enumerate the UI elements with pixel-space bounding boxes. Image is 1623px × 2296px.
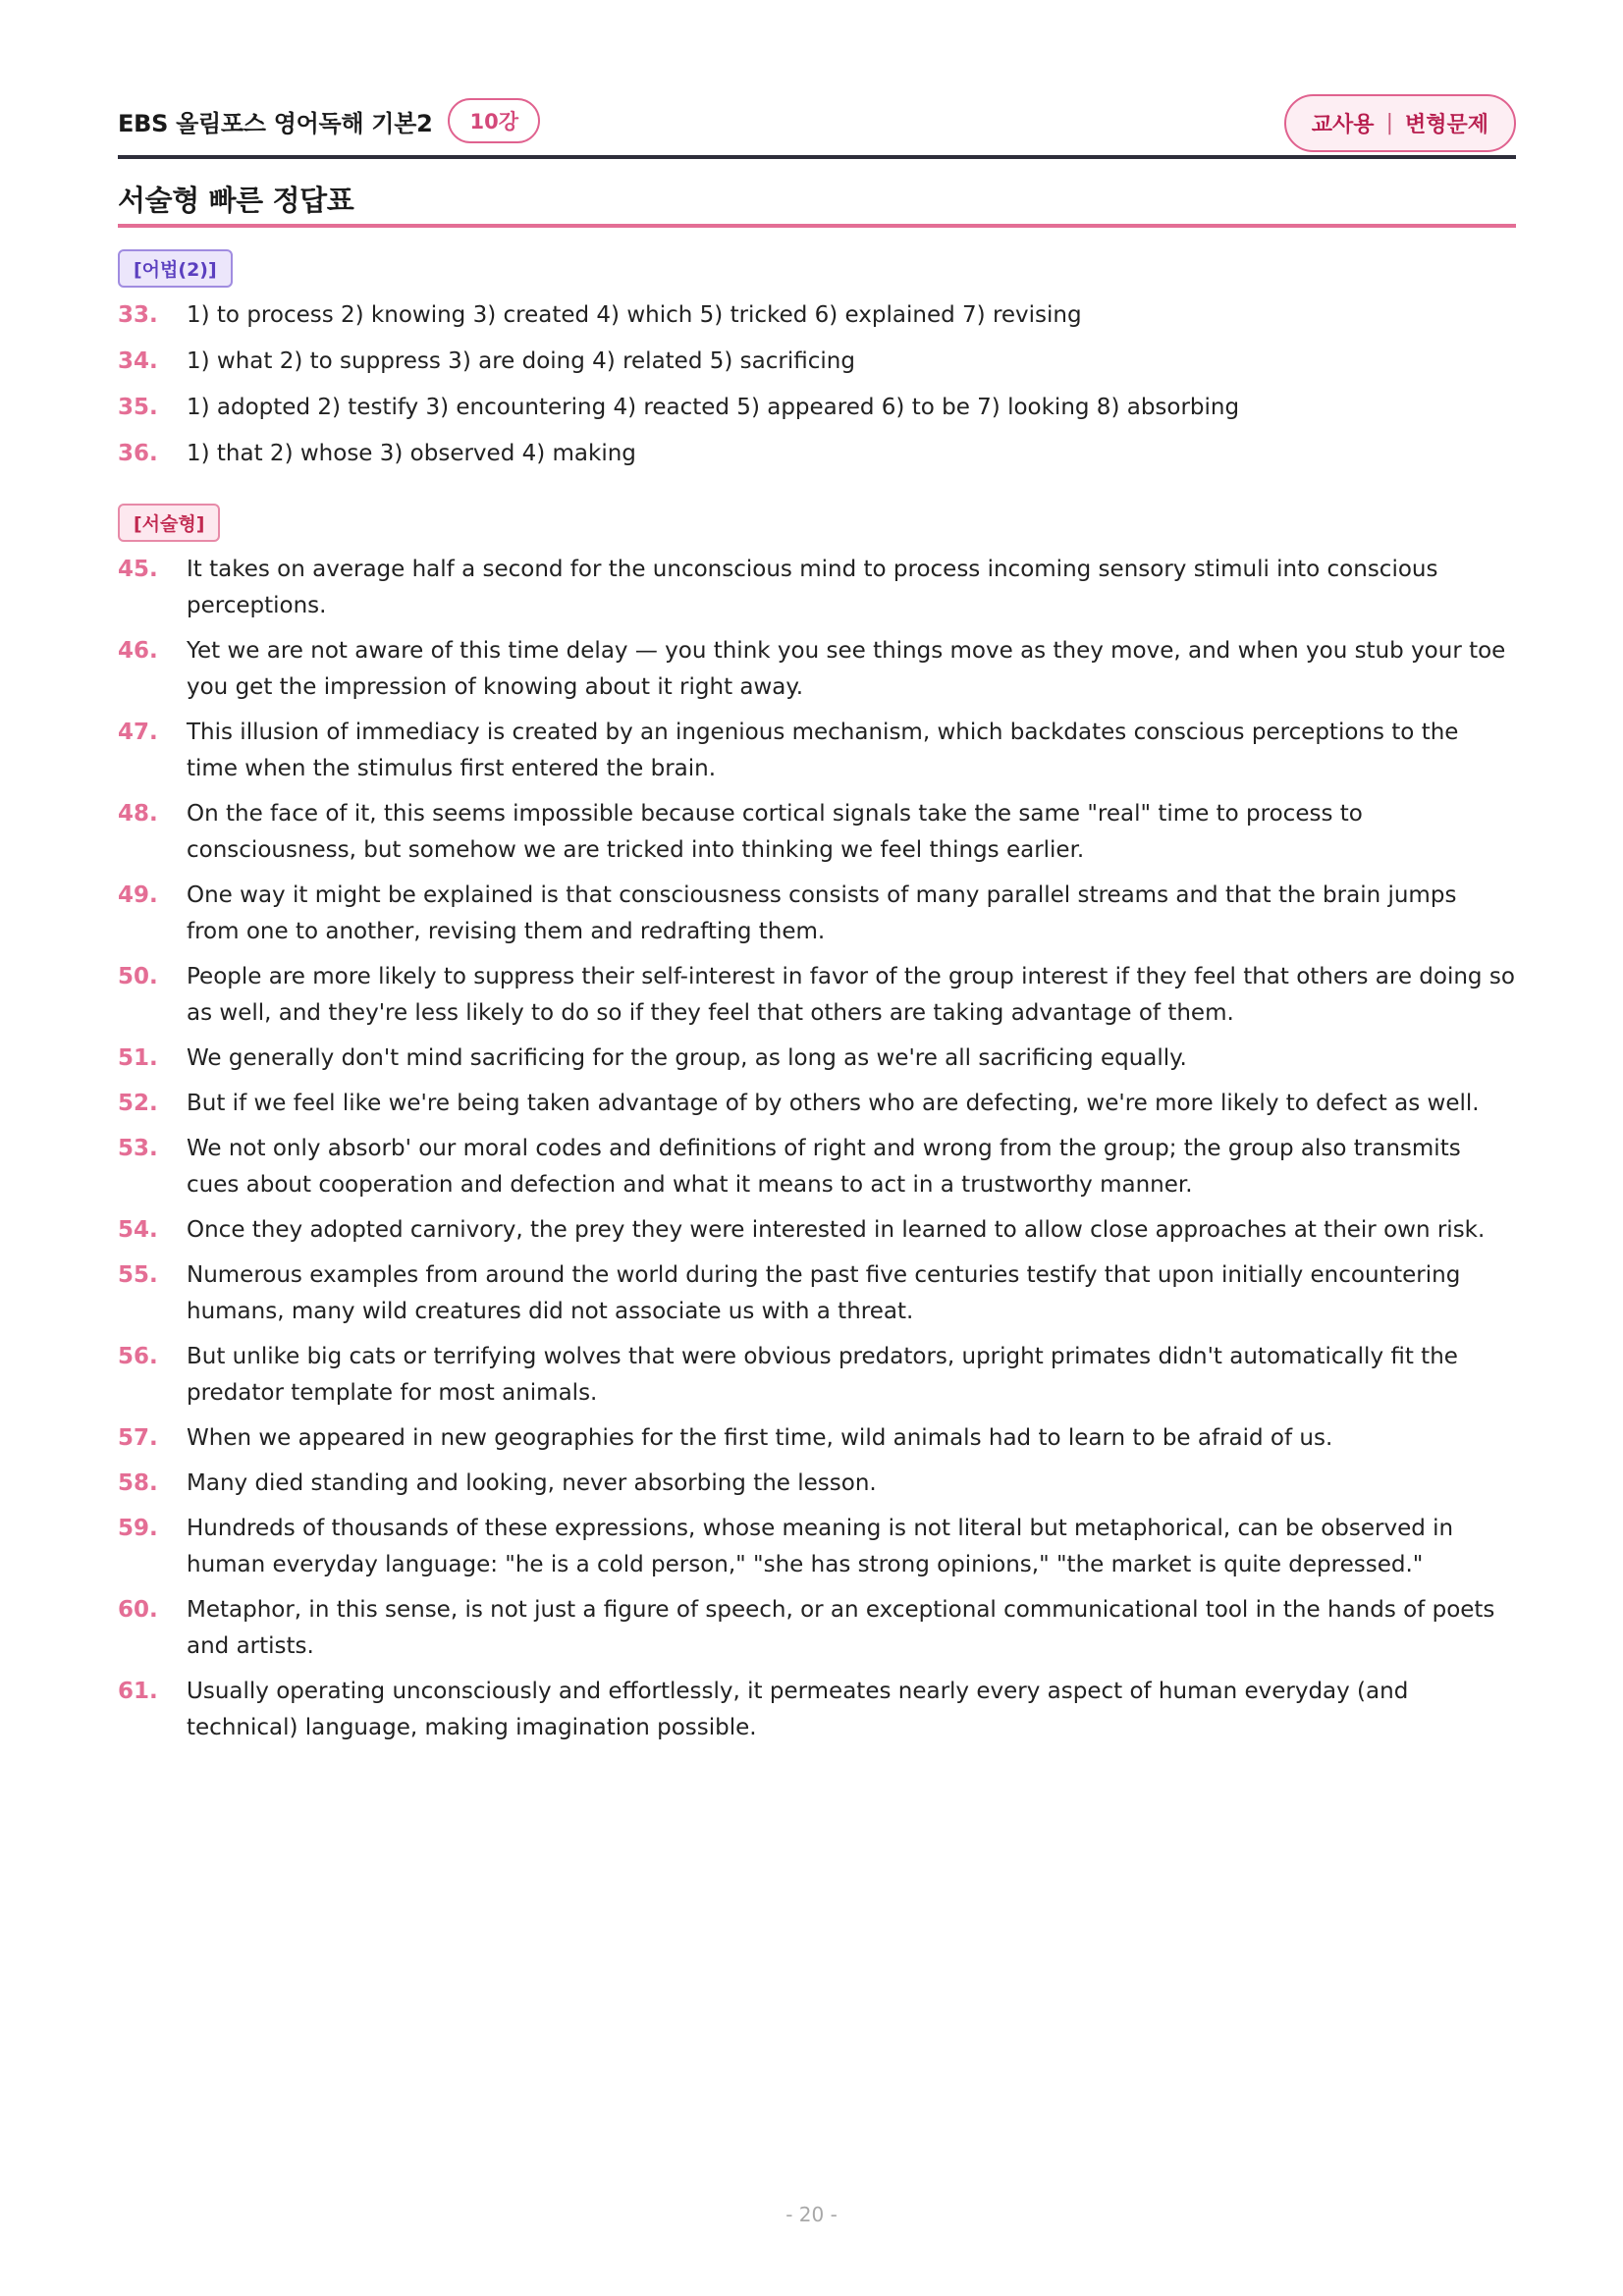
essay-tag: [서술형] xyxy=(118,504,220,542)
answer-page xyxy=(118,94,1516,1755)
question-number: 46. xyxy=(118,638,158,664)
answer-text: This illusion of immediacy is created by an ingenious mechanism, which backdates conscious perceptions to the time when the stimulus first entered the brain. xyxy=(187,720,1459,781)
answer-row xyxy=(118,297,1516,334)
grammar-section xyxy=(118,228,1516,472)
answer-row xyxy=(118,1212,1516,1249)
question-number: 58. xyxy=(118,1470,158,1496)
essay-section xyxy=(118,482,1516,1746)
answer-row xyxy=(118,552,1516,624)
book-title: EBS 올림포스 영어독해 기본2 xyxy=(118,109,433,137)
question-number: 34. xyxy=(118,348,158,374)
question-number: 51. xyxy=(118,1045,158,1071)
answer-row xyxy=(118,390,1516,426)
grammar-tag: [어법(2)] xyxy=(118,249,233,288)
page-header xyxy=(118,94,1516,153)
question-number: 35. xyxy=(118,395,158,420)
answer-row xyxy=(118,1511,1516,1583)
answer-text: Metaphor, in this sense, is not just a figure of speech, or an exceptional communicational tool in the hands of poets and artists. xyxy=(187,1597,1495,1659)
question-number: 57. xyxy=(118,1425,158,1451)
answer-text: People are more likely to suppress their self-interest in favor of the group interest if they feel that others are doing so as well, and they're less likely to do so if they feel that others are taking advantage of them. xyxy=(187,964,1515,1026)
audience-label: 교사용 xyxy=(1311,113,1375,137)
answer-text: When we appeared in new geographies for the first time, wild animals had to learn to be afraid of us. xyxy=(187,1425,1333,1451)
answer-row xyxy=(118,959,1516,1032)
header-divider xyxy=(118,155,1516,159)
section-title: 서술형 빠른 정답표 xyxy=(118,184,354,217)
question-number: 49. xyxy=(118,882,158,908)
type-label: 변형문제 xyxy=(1404,113,1488,137)
answer-text: One way it might be explained is that consciousness consists of many parallel streams and that the brain jumps from one to another, revising them and redrafting them. xyxy=(187,882,1457,944)
answer-text: Many died standing and looking, never absorbing the lesson. xyxy=(187,1470,877,1496)
question-number: 54. xyxy=(118,1217,158,1243)
question-number: 53. xyxy=(118,1136,158,1161)
answer-text: We generally don't mind sacrificing for the group, as long as we're all sacrificing equally. xyxy=(187,1045,1187,1071)
answer-row xyxy=(118,1257,1516,1330)
answer-text: Usually operating unconsciously and effortlessly, it permeates nearly every aspect of human everyday (and technical) language, making imagination possible. xyxy=(187,1679,1409,1740)
question-number: 59. xyxy=(118,1516,158,1541)
answer-row xyxy=(118,878,1516,950)
answer-text: But if we feel like we're being taken advantage of by others who are defecting, we're more likely to defect as well. xyxy=(187,1091,1480,1116)
header-left xyxy=(118,98,540,143)
answer-row xyxy=(118,796,1516,869)
question-number: 56. xyxy=(118,1344,158,1369)
answer-text: 1) to process 2) knowing 3) created 4) which 5) tricked 6) explained 7) revising xyxy=(187,302,1082,328)
answer-text: 1) that 2) whose 3) observed 4) making xyxy=(187,441,636,466)
question-number: 33. xyxy=(118,302,158,328)
answer-text: It takes on average half a second for the unconscious mind to process incoming sensory stimuli into conscious perceptions. xyxy=(187,557,1438,618)
answer-row xyxy=(118,633,1516,706)
answer-row xyxy=(118,1086,1516,1122)
question-number: 60. xyxy=(118,1597,158,1623)
answer-text: Yet we are not aware of this time delay — you think you see things move as they move, and when you stub your toe you get the impression of knowing about it right away. xyxy=(187,638,1506,700)
question-number: 48. xyxy=(118,801,158,827)
answer-row xyxy=(118,1420,1516,1457)
answer-text: 1) adopted 2) testify 3) encountering 4) reacted 5) appeared 6) to be 7) looking 8) absorbing xyxy=(187,395,1240,420)
badge-separator: | xyxy=(1385,111,1393,135)
answer-text: Hundreds of thousands of these expressions, whose meaning is not literal but metaphorical, can be observed in human everyday language: "he is a cold person," "she has strong opinions," "the market is quite depressed." xyxy=(187,1516,1454,1577)
question-number: 50. xyxy=(118,964,158,989)
answer-text: Numerous examples from around the world during the past five centuries testify that upon initially encountering humans, many wild creatures did not associate us with a threat. xyxy=(187,1262,1461,1324)
edition-badge xyxy=(1284,94,1516,152)
page-number: - 20 - xyxy=(785,2203,838,2226)
answer-row xyxy=(118,436,1516,472)
answer-row xyxy=(118,715,1516,787)
question-number: 61. xyxy=(118,1679,158,1704)
question-number: 45. xyxy=(118,557,158,582)
answer-text: Once they adopted carnivory, the prey they were interested in learned to allow close approaches at their own risk. xyxy=(187,1217,1486,1243)
answer-text: We not only absorb' our moral codes and definitions of right and wrong from the group; the group also transmits cues about cooperation and defection and what it means to act in a trustworthy manner. xyxy=(187,1136,1461,1198)
answer-text: On the face of it, this seems impossible because cortical signals take the same "real" time to process to consciousness, but somehow we are tricked into thinking we feel things earlier. xyxy=(187,801,1363,863)
answer-text: But unlike big cats or terrifying wolves that were obvious predators, upright primates didn't automatically fit the predator template for most animals. xyxy=(187,1344,1458,1406)
answer-row xyxy=(118,344,1516,380)
question-number: 52. xyxy=(118,1091,158,1116)
answer-row xyxy=(118,1041,1516,1077)
question-number: 36. xyxy=(118,441,158,466)
answer-row xyxy=(118,1592,1516,1665)
lesson-badge: 10강 xyxy=(448,98,540,143)
question-number: 55. xyxy=(118,1262,158,1288)
answer-row xyxy=(118,1339,1516,1412)
question-number: 47. xyxy=(118,720,158,745)
answer-text: 1) what 2) to suppress 3) are doing 4) related 5) sacrificing xyxy=(187,348,855,374)
answer-row xyxy=(118,1131,1516,1203)
answer-row xyxy=(118,1466,1516,1502)
answer-row xyxy=(118,1674,1516,1746)
